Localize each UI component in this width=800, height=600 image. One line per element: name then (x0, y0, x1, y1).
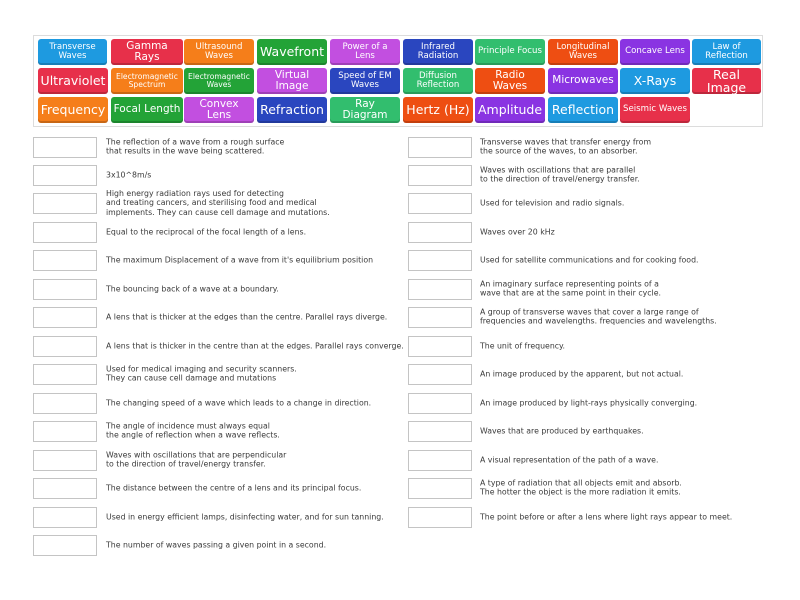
tile-gamma-rays[interactable] (111, 39, 183, 65)
clue-text: Used for medical imaging and security scanners. They can cause cell damage and mutations (106, 364, 297, 383)
answer-slot[interactable] (33, 507, 97, 528)
clue-text: The distance between the centre of a lens and its principal focus. (106, 483, 362, 493)
clue-text: The changing speed of a wave which leads to a change in direction. (106, 398, 372, 408)
clue-text: A visual representation of the path of a wave. (480, 455, 659, 465)
tile-label: Wavefront (259, 44, 325, 60)
tile-label: Radio Waves (492, 68, 528, 92)
clue-text: The maximum Displacement of a wave from it's equilibrium position (106, 255, 374, 265)
tile-electromagnetic-spectrum[interactable] (111, 68, 183, 94)
tile-convex-lens[interactable] (184, 97, 254, 123)
answer-slot[interactable] (408, 279, 472, 300)
clue-text: The unit of frequency. (480, 341, 566, 351)
answer-slot[interactable] (408, 450, 472, 471)
answer-slot[interactable] (408, 222, 472, 243)
tile-speed-of-em-waves[interactable] (330, 68, 400, 94)
answer-slot[interactable] (33, 478, 97, 499)
answer-slot[interactable] (33, 336, 97, 357)
clue-text: Used in energy efficient lamps, disinfecting water, and for sun tanning. (106, 512, 384, 522)
answer-slot[interactable] (33, 165, 97, 186)
clue-text: Waves with oscillations that are perpendicular to the direction of travel/energy transfer. (106, 450, 287, 469)
tile-real-image[interactable] (692, 68, 761, 94)
clue-text: Used for satellite communications and for cooking food. (480, 255, 699, 265)
tile-transverse-waves[interactable] (38, 39, 107, 65)
tile-x-rays[interactable] (620, 68, 690, 94)
answer-slot[interactable] (33, 222, 97, 243)
tile-label: Hertz (Hz) (406, 102, 470, 118)
answer-slot[interactable] (408, 193, 472, 214)
answer-slot[interactable] (33, 535, 97, 556)
clue-text: Waves with oscillations that are parallel to the direction of travel/energy transfer. (480, 165, 640, 184)
clue-text: Waves that are produced by earthquakes. (480, 426, 644, 436)
tile-reflection[interactable] (548, 97, 618, 123)
answer-slot[interactable] (408, 250, 472, 271)
tile-label: Seismic Waves (623, 104, 687, 115)
clue-text: 3x10^8m/s (106, 170, 152, 180)
clue-text: An imaginary surface representing points of a wave that are at the same point in their cycle. (480, 279, 661, 298)
clue-text: High energy radiation rays used for detecting and treating cancers, and sterilising food and medical implements. They can cause cell damage and mutations. (106, 188, 330, 217)
tile-law-of-reflection[interactable] (692, 39, 761, 65)
tile-label: Longitudinal Waves (556, 41, 610, 61)
tile-label: Refraction (260, 102, 324, 118)
tile-label: Concave Lens (625, 46, 685, 57)
clue-text: Transverse waves that transfer energy from the source of the waves, to an absorber. (480, 137, 652, 156)
answer-slot[interactable] (33, 279, 97, 300)
answer-slot[interactable] (408, 165, 472, 186)
clue-text: The reflection of a wave from a rough surface that results in the wave being scattered. (106, 137, 285, 156)
tile-label: Law of Reflection (705, 41, 748, 61)
answer-slot[interactable] (408, 421, 472, 442)
tile-microwaves[interactable] (548, 68, 618, 94)
tile-diffusion-reflection[interactable] (403, 68, 473, 94)
clue-text: The number of waves passing a given point in a second. (106, 540, 327, 550)
tile-infrared-radiation[interactable] (403, 39, 473, 65)
answer-slot[interactable] (408, 364, 472, 385)
tile-concave-lens[interactable] (620, 39, 690, 65)
tile-radio-waves[interactable] (475, 68, 545, 94)
tile-focal-length[interactable] (111, 97, 183, 123)
answer-slot[interactable] (408, 336, 472, 357)
word-tile-bank (33, 35, 763, 127)
answer-slot[interactable] (408, 507, 472, 528)
tile-label: Electromagnetic Spectrum (116, 72, 178, 89)
tile-label: Frequency (40, 102, 106, 118)
clue-text: Used for television and radio signals. (480, 198, 625, 208)
tile-refraction[interactable] (257, 97, 327, 123)
tile-virtual-image[interactable] (257, 68, 327, 94)
tile-power-of-a-lens[interactable] (330, 39, 400, 65)
tile-label: Gamma Rays (126, 39, 168, 63)
tile-amplitude[interactable] (475, 97, 545, 123)
answer-slot[interactable] (33, 193, 97, 214)
tile-label: Microwaves (552, 74, 614, 87)
tile-label: Speed of EM Waves (338, 70, 392, 90)
tile-wavefront[interactable] (257, 39, 327, 65)
tile-label: Transverse Waves (49, 41, 96, 61)
clue-text: A group of transverse waves that cover a large range of frequencies and wavelengths. frequencies and wavelengths. (480, 307, 717, 326)
tile-label: Ultrasound Waves (195, 41, 243, 61)
tile-label: Real Image (706, 68, 747, 94)
clue-text: The bouncing back of a wave at a boundary. (106, 284, 279, 294)
answer-slot[interactable] (33, 450, 97, 471)
tile-ultrasound-waves[interactable] (184, 39, 254, 65)
answer-slot[interactable] (33, 307, 97, 328)
tile-hertz[interactable] (403, 97, 473, 123)
clue-text: An image produced by the apparent, but not actual. (480, 369, 684, 379)
clue-text: A lens that is thicker in the centre than at the edges. Parallel rays converge. (106, 341, 404, 351)
tile-principle-focus[interactable] (475, 39, 545, 65)
tile-longitudinal-waves[interactable] (548, 39, 618, 65)
tile-label: Principle Focus (478, 46, 542, 57)
tile-label: Diffusion Reflection (416, 70, 460, 90)
answer-slot[interactable] (408, 478, 472, 499)
answer-slot[interactable] (408, 307, 472, 328)
clue-text: Waves over 20 kHz (480, 227, 555, 237)
answer-slot[interactable] (33, 250, 97, 271)
clue-text: A lens that is thicker at the edges than the centre. Parallel rays diverge. (106, 312, 388, 322)
tile-label: Ultraviolet (40, 73, 106, 89)
answer-slot[interactable] (33, 393, 97, 414)
tile-ray-diagram[interactable] (330, 97, 400, 123)
tile-electromagnetic-waves[interactable] (184, 68, 254, 94)
clue-text: Equal to the reciprocal of the focal length of a lens. (106, 227, 307, 237)
tile-label: Convex Lens (199, 97, 239, 121)
tile-label: Reflection (551, 102, 615, 118)
clue-text: The angle of incidence must always equal the angle of reflection when a wave reflects. (106, 421, 280, 440)
tile-label: Focal Length (113, 103, 181, 116)
answer-slot[interactable] (408, 137, 472, 158)
clue-text: An image produced by light-rays physically converging. (480, 398, 698, 408)
tile-label: X-Rays (633, 73, 677, 89)
clue-text: A type of radiation that all objects emit and absorb. The hotter the object is the more radiation it emits. (480, 478, 682, 497)
tile-label: Ray Diagram (342, 97, 388, 121)
tile-label: Virtual Image (274, 68, 310, 92)
tile-label: Amplitude (477, 102, 543, 118)
tile-seismic-waves[interactable] (620, 97, 690, 123)
tile-frequency[interactable] (38, 97, 108, 123)
answer-slot[interactable] (33, 421, 97, 442)
tile-label: Electromagnetic Waves (188, 72, 250, 89)
answer-slot[interactable] (33, 364, 97, 385)
answer-slot[interactable] (33, 137, 97, 158)
tile-ultraviolet[interactable] (38, 68, 108, 94)
tile-label: Power of a Lens (342, 41, 388, 61)
answer-slot[interactable] (408, 393, 472, 414)
clue-text: The point before or after a lens where light rays appear to meet. (480, 512, 733, 522)
tile-label: Infrared Radiation (417, 41, 459, 61)
